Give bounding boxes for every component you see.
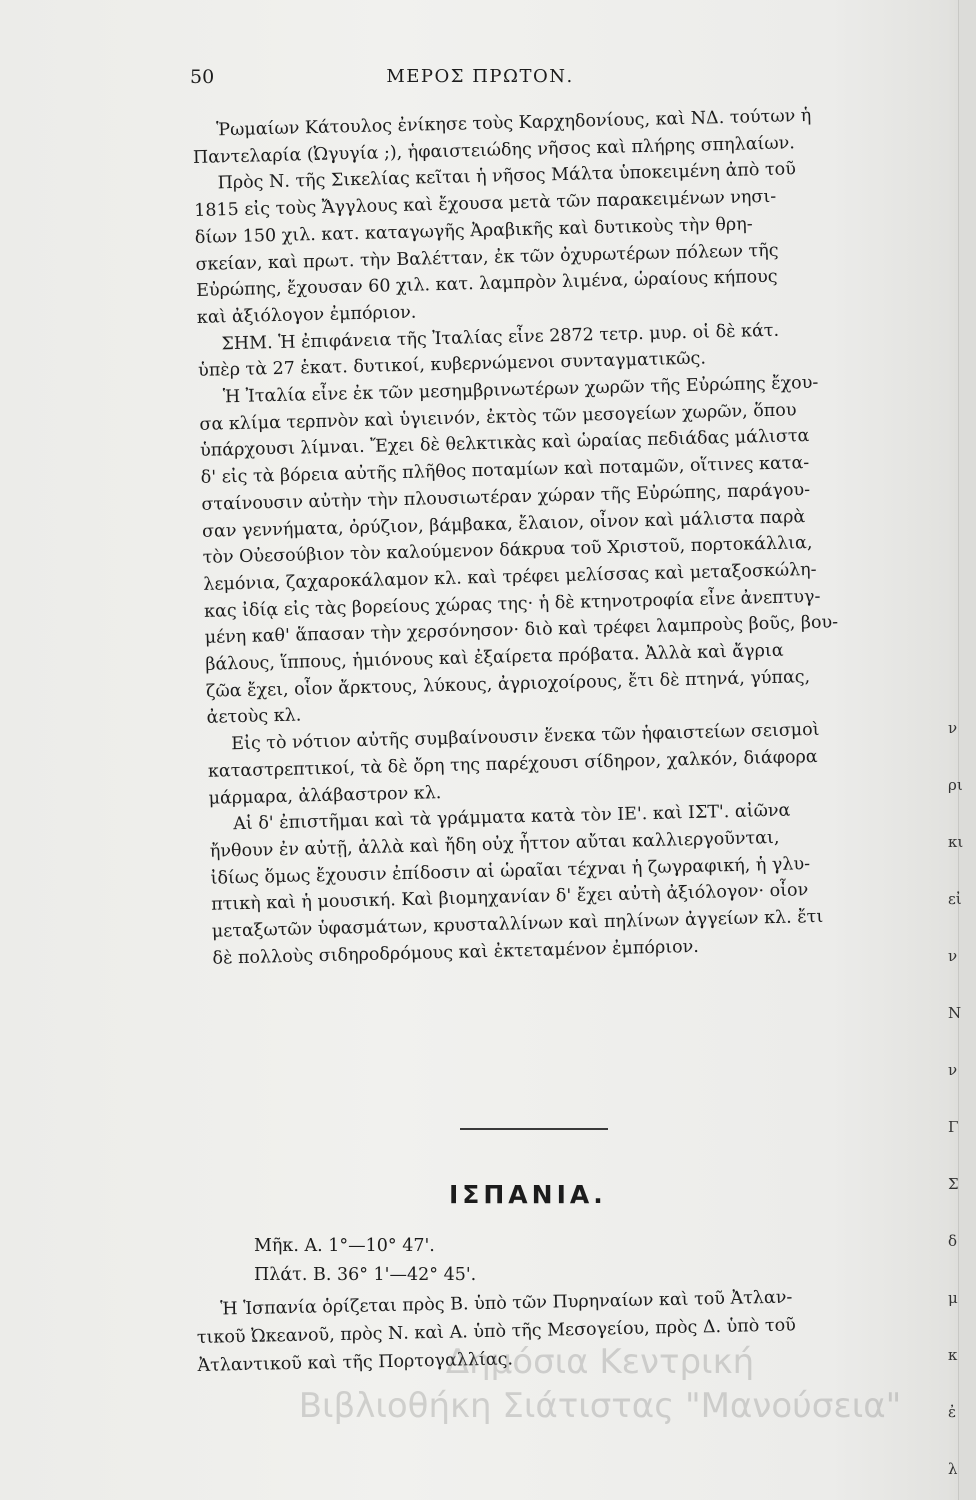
text-line: Αἱ δ' ἐπιστῆμαι καὶ τὰ γράμματα κατὰ τὸν ΙΕ'. καὶ ΙΣΤ'. αἰῶνα — [233, 800, 791, 835]
text-line: Πρὸς Ν. τῆς Σικελίας κεῖται ἡ νῆσος Μάλτα ὑποκειμένη ἀπὸ τοῦ — [217, 159, 797, 194]
text-line: τὸν Οὐεσούβιον τὸν καλούμενον δάκρυα τοῦ Χριστοῦ, πορτοκάλλια, — [202, 533, 813, 569]
margin-char: Σ — [948, 1175, 959, 1193]
margin-char: κ — [948, 1346, 958, 1364]
text-line: σταίνουσιν αὐτὴν τὴν πλουσιωτέραν χώραν τῆς Εὐρώπης, παράγου- — [201, 479, 811, 515]
text-line: ἤνθουν ἐν αὐτῇ, ἀλλὰ καὶ ἤδη οὐχ ἧττον αὔται καλλιεργοῦνται, — [209, 827, 780, 862]
text-line: καὶ ἀξιόλογον ἐμπόριον. — [196, 302, 417, 328]
margin-char: εἰ — [948, 890, 962, 908]
page-number: 50 — [190, 66, 215, 88]
watermark-line: Βιβλιοθήκη Σιάτιστας "Μανούσεια" — [298, 1386, 902, 1426]
text-line: δὲ πολλοὺς σιδηροδρόμους καὶ ἐκτεταμένον ἐμπόριον. — [212, 936, 700, 969]
text-line: μένη καθ' ἅπασαν τὴν χερσόνησον· διὸ καὶ τρέφει λαμπροὺς βοῦς, βου- — [204, 612, 839, 649]
text-line: σαν γεννήματα, ὀρύζιον, βάμβακα, ἔλαιον, οἶνον καὶ μάλιστα παρὰ — [201, 506, 806, 542]
margin-char: ν — [948, 719, 958, 737]
text-line: Ῥωμαίων Κάτουλος ἐνίκησε τοὺς Καρχηδονίους, καὶ ΝΔ. τούτων ἡ — [216, 105, 812, 141]
section-title: ΙΣΠΑΝΙΑ. — [449, 1180, 607, 1209]
text-line: ὑπάρχουσι λίμναι. Ἔχει δὲ θελκτικὰς καὶ ὡραίας πεδιάδας μάλιστα — [199, 426, 810, 462]
running-head: ΜΕΡΟΣ ΠΡΩΤΟΝ. — [386, 66, 574, 87]
text-line: τικοῦ Ὠκεανοῦ, πρὸς Ν. καὶ Α. ὑπὸ τῆς Μεσογείου, πρὸς Δ. ὑπὸ τοῦ — [196, 1315, 796, 1348]
text-line: Εὐρώπης, ἔχουσαν 60 χιλ. κατ. λαμπρὸν λιμένα, ὡραίους κήπους — [195, 266, 778, 302]
text-line: σα κλίμα τερπνὸν καὶ ὑγιεινόν, ἐκτὸς τῶν μεσογείων χωρῶν, ὅπου — [199, 400, 797, 435]
text-line: βάλους, ἵππους, ἡμιόνους καὶ ἐξαίρετα πρόβατα. Ἀλλὰ καὶ ἄγρια — [205, 640, 784, 675]
text-line: δίων 150 χιλ. κατ. καταγωγῆς Ἀραβικῆς καὶ δυτικοὺς τὴν θρη- — [194, 214, 753, 248]
text-line: λεμόνια, ζαχαροκάλαμον κλ. καὶ τρέφει μελίσσας καὶ μεταξοσκώλη- — [203, 559, 817, 595]
text-line: ἀετοὺς κλ. — [206, 705, 302, 729]
page-header — [0, 66, 976, 96]
text-line: μεταξωτῶν ὑφασμάτων, κρυσταλλίνων καὶ πηλίνων ἀγγείων κλ. ἔτι — [211, 906, 824, 942]
margin-char: Γ — [948, 1118, 959, 1136]
text-line: Ἀτλαντικοῦ καὶ τῆς Πορτογαλλίας. — [197, 1349, 514, 1376]
margin-char: ρι — [948, 776, 963, 794]
library-watermark — [220, 1340, 976, 1428]
text-line: Ἡ Ἰταλία εἶνε ἐκ τῶν μεσημβρινωτέρων χωρῶν τῆς Εὐρώπης ἔχου- — [222, 372, 819, 408]
text-line: ΣΗΜ. Ἡ ἐπιφάνεια τῆς Ἰταλίας εἶνε 2872 τετρ. μυρ. οἱ δὲ κάτ. — [221, 320, 780, 354]
text-line: ζῶα ἔχει, οἷον ἄρκτους, λύκους, ἀγριοχοίρους, ἔτι δὲ πτηνά, γύπας, — [205, 666, 811, 702]
longitude-line: Μῆκ. Α. 1°—10° 47'. — [254, 1236, 435, 1256]
coordinates-block — [254, 1232, 476, 1290]
section-divider — [460, 1128, 608, 1130]
margin-char: Ν — [948, 1004, 962, 1022]
text-line: μάρμαρα, ἀλάβαστρον κλ. — [208, 782, 442, 809]
text-line: Εἰς τὸ νότιον αὐτῆς συμβαίνουσιν ἕνεκα τῶν ἡφαιστείων σεισμοὶ — [231, 720, 820, 755]
watermark-line: Δημόσια Κεντρική — [445, 1342, 755, 1382]
text-line: σκείαν, καὶ πρωτ. τὴν Βαλέτταν, ἐκ τῶν ὀχυρωτέρων πόλεων τῆς — [195, 240, 779, 275]
margin-char: ἐ — [948, 1403, 957, 1421]
text-line: καταστρεπτικοί, τὰ δὲ ὄρη της παρέχουσι σίδηρον, χαλκόν, διάφορα — [207, 746, 818, 782]
text-line: ὑπὲρ τὰ 27 ἑκατ. δυτικοί, κυβερνώμενοι συνταγματικῶς. — [197, 348, 707, 382]
text-line: ἰδίως ὅμως ἔχουσιν ἐπίδοσιν αἱ ὡραῖαι τέχναι ἡ ζωγραφική, ἡ γλυ- — [210, 853, 811, 889]
text-line: δ' εἰς τὰ βόρεια αὐτῆς πλῆθος ποταμίων καὶ ποταμῶν, οἵτινες κατα- — [200, 453, 810, 489]
text-line: πτικὴ καὶ ἡ μουσική. Καὶ βιομηχανίαν δ' ἔχει αὐτὴ ἀξιόλογον· οἷον — [210, 880, 809, 916]
text-line: Ἡ Ἱσπανία ὁρίζεται πρὸς Β. ὑπὸ τῶν Πυρηναίων καὶ τοῦ Ἀτλαν- — [220, 1287, 793, 1320]
margin-char: μ — [948, 1289, 958, 1307]
text-line: κας ἰδίᾳ εἰς τὰς βορείους χώρας της· ἡ δὲ κτηνοτροφία εἶνε ἀνεπτυγ- — [203, 586, 821, 622]
margin-char: κι — [948, 833, 964, 851]
facing-page-margin-text — [948, 700, 976, 1498]
italy-text-block — [192, 100, 933, 972]
text-line: Παντελαρία (Ὠγυγία ;), ἡφαιστειώδης νῆσος καὶ πλήρης σπηλαίων. — [192, 132, 796, 168]
margin-char: ν — [948, 1061, 958, 1079]
latitude-line: Πλάτ. Β. 36° 1'—42° 45'. — [254, 1265, 477, 1285]
margin-char: δ — [948, 1232, 958, 1250]
margin-char: ν — [948, 947, 958, 965]
margin-char: λ — [948, 1460, 958, 1478]
text-line: 1815 εἰς τοὺς Ἄγγλους καὶ ἔχουσα μετὰ τῶν παρακειμένων νησι- — [194, 186, 777, 222]
